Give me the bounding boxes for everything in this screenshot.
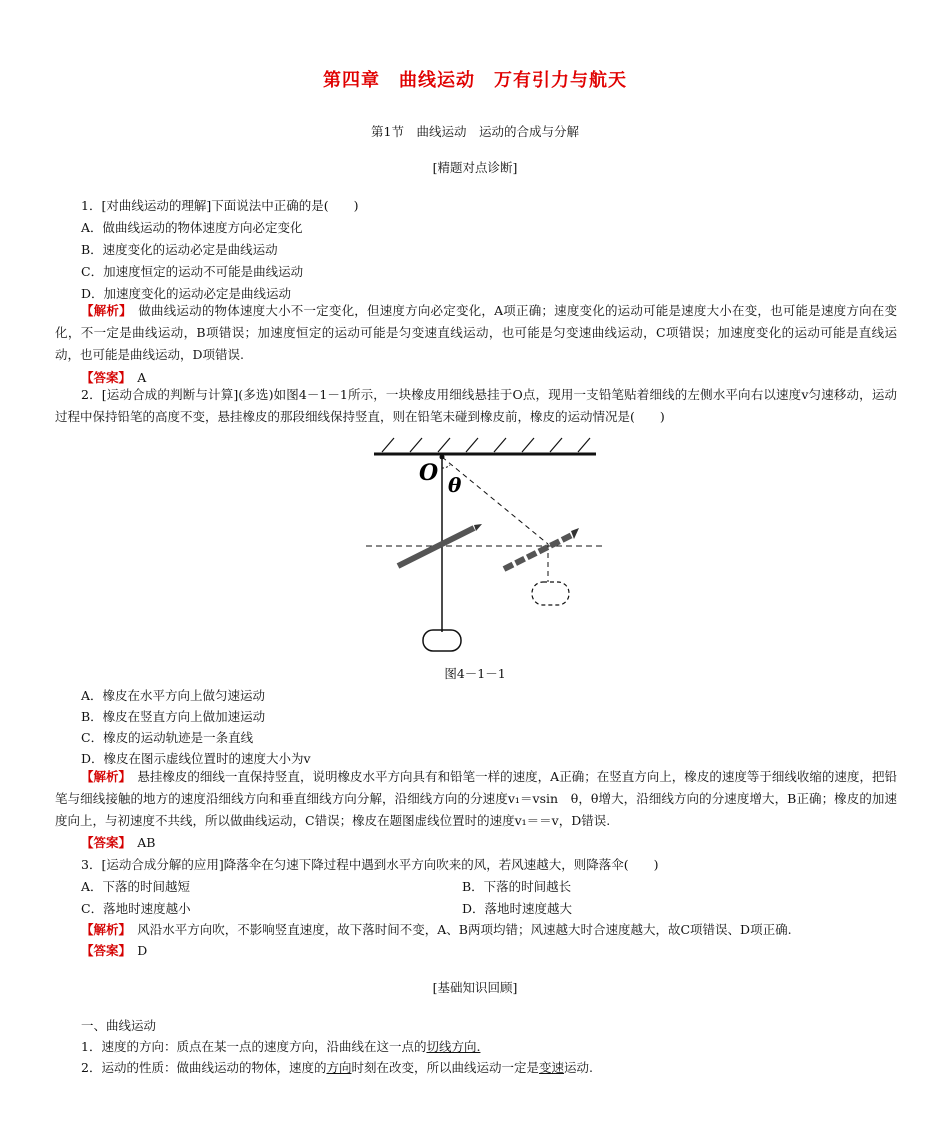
analysis-tag: 【解析】 [81,303,126,318]
q1-option-b: B．速度变化的运动必定是曲线运动 [81,242,278,257]
q2-option-a: A．橡皮在水平方向上做匀速运动 [81,688,266,703]
q2-analysis: 悬挂橡皮的细线一直保持竖直，说明橡皮水平方向具有和铅笔一样的速度，A正确；在竖直方向上，橡皮的速度等于细线收缩的速度，把铅笔与细线接触的地方的速度沿细线方向和垂直细线方向分解，沿细线方向的分速度v₁＝vsin θ，θ增大，沿细线方向的分速度增大，B正确；橡皮的加速度向上，与初速度不共线，所以做曲线运动，C错误；橡皮在题图虚线位置时的速度v₁＝＝v，D错误. [55,769,897,828]
q3-option-d: D．落地时速度越大 [462,901,573,916]
review-item-2-fill-1: 方向 [326,1060,352,1075]
q1-analysis-block [55,300,897,366]
label-theta: θ [448,473,462,497]
q1-answer: A [137,370,147,385]
q1-option-a: A．做曲线运动的物体速度方向必定变化 [81,220,303,235]
q3-answer: D [137,943,148,958]
eraser [423,630,461,651]
section-title: 第1节 曲线运动 运动的合成与分解 [371,124,579,139]
q3-stem: 3．[运动合成分解的应用]降落伞在匀速下降过程中遇到水平方向吹来的风，若风速越大，则降落伞( ) [81,857,659,872]
q2-option-b: B．橡皮在竖直方向上做加速运动 [81,709,266,724]
q1-stem: 1．[对曲线运动的理解]下面说法中正确的是( ) [81,198,359,213]
part2-heading: [基础知识回顾] [432,980,518,995]
q3-answer-block [81,941,147,959]
ceiling-hatching [382,438,590,452]
q1-option-d: D．加速度变化的运动必定是曲线运动 [81,286,292,301]
part1-heading: [精题对点诊断] [432,160,518,175]
review-item-2-text: 2．运动的性质：做曲线运动的物体，速度的 [81,1060,327,1075]
pencil-initial [398,528,474,566]
answer-tag: 【答案】 [81,943,125,958]
q1-analysis: 做曲线运动的物体速度大小不一定变化，但速度方向必定变化，A项正确；速度变化的运动可能是速度大小在变，也可能是速度方向在变化，不一定是曲线运动，B项错误；加速度恒定的运动可能是匀变速直线运动，也可能是匀变速曲线运动，C项错误；加速度变化的运动可能是直线运动，也可能是曲线运动，D项错误. [55,303,897,362]
label-o: O [419,460,439,486]
review-item-2-fill-2: 变速 [539,1060,565,1075]
q3-analysis-block [81,920,792,938]
q2-answer: AB [137,835,156,850]
review-item-1-text: 1．速度的方向：质点在某一点的速度方向，沿曲线在这一点的 [81,1039,427,1054]
q3-option-a: A．下落的时间越短 [81,879,191,894]
q3-analysis: 风沿水平方向吹，不影响竖直速度，故下落时间不变，A、B两项均错；风速越大时合速度越大，故C项错误、D项正确. [137,922,792,937]
figure-4-1-1 [360,432,610,657]
figure-caption: 图4－1－1 [444,666,506,681]
q1-option-c: C．加速度恒定的运动不可能是曲线运动 [81,264,304,279]
review-item-2 [81,1058,593,1076]
review-item-1 [81,1037,480,1055]
q2-option-d: D．橡皮在图示虚线位置时的速度大小为v [81,751,311,766]
answer-tag: 【答案】 [81,835,125,850]
analysis-tag: 【解析】 [81,922,125,937]
analysis-tag: 【解析】 [81,769,125,784]
pencil-later-tip [571,528,579,539]
q2-answer-block [81,833,156,851]
string-dashed-slant [442,457,548,544]
chapter-title: 第四章 曲线运动 万有引力与航天 [323,70,627,91]
review-heading: 一、曲线运动 [81,1018,157,1033]
angle-arc [442,465,450,468]
review-item-2-middle: 时刻在改变，所以曲线运动一定是 [351,1060,539,1075]
eraser-later [532,582,569,605]
q2-stem: 2．[运动合成的判断与计算](多选)如图4－1－1所示，一块橡皮用细线悬挂于O点，现用一支铅笔贴着细线的左侧水平向右以速度v匀速移动，运动过程中保持铅笔的高度不变，悬挂橡皮的那段细线保持竖直，则在铅笔未碰到橡皮前，橡皮的运动情况是( ) [55,387,897,424]
review-item-2-suffix: 运动. [564,1060,593,1075]
answer-tag: 【答案】 [81,370,125,385]
q2-option-c: C．橡皮的运动轨迹是一条直线 [81,730,254,745]
q2-analysis-block [55,766,897,832]
pencil-later [504,535,572,569]
q3-option-c: C．落地时速度越小 [81,901,191,916]
review-item-1-fill: 切线方向. [426,1039,481,1054]
pencil-initial-tip [474,524,482,531]
q3-option-b: B．下落的时间越长 [462,879,572,894]
